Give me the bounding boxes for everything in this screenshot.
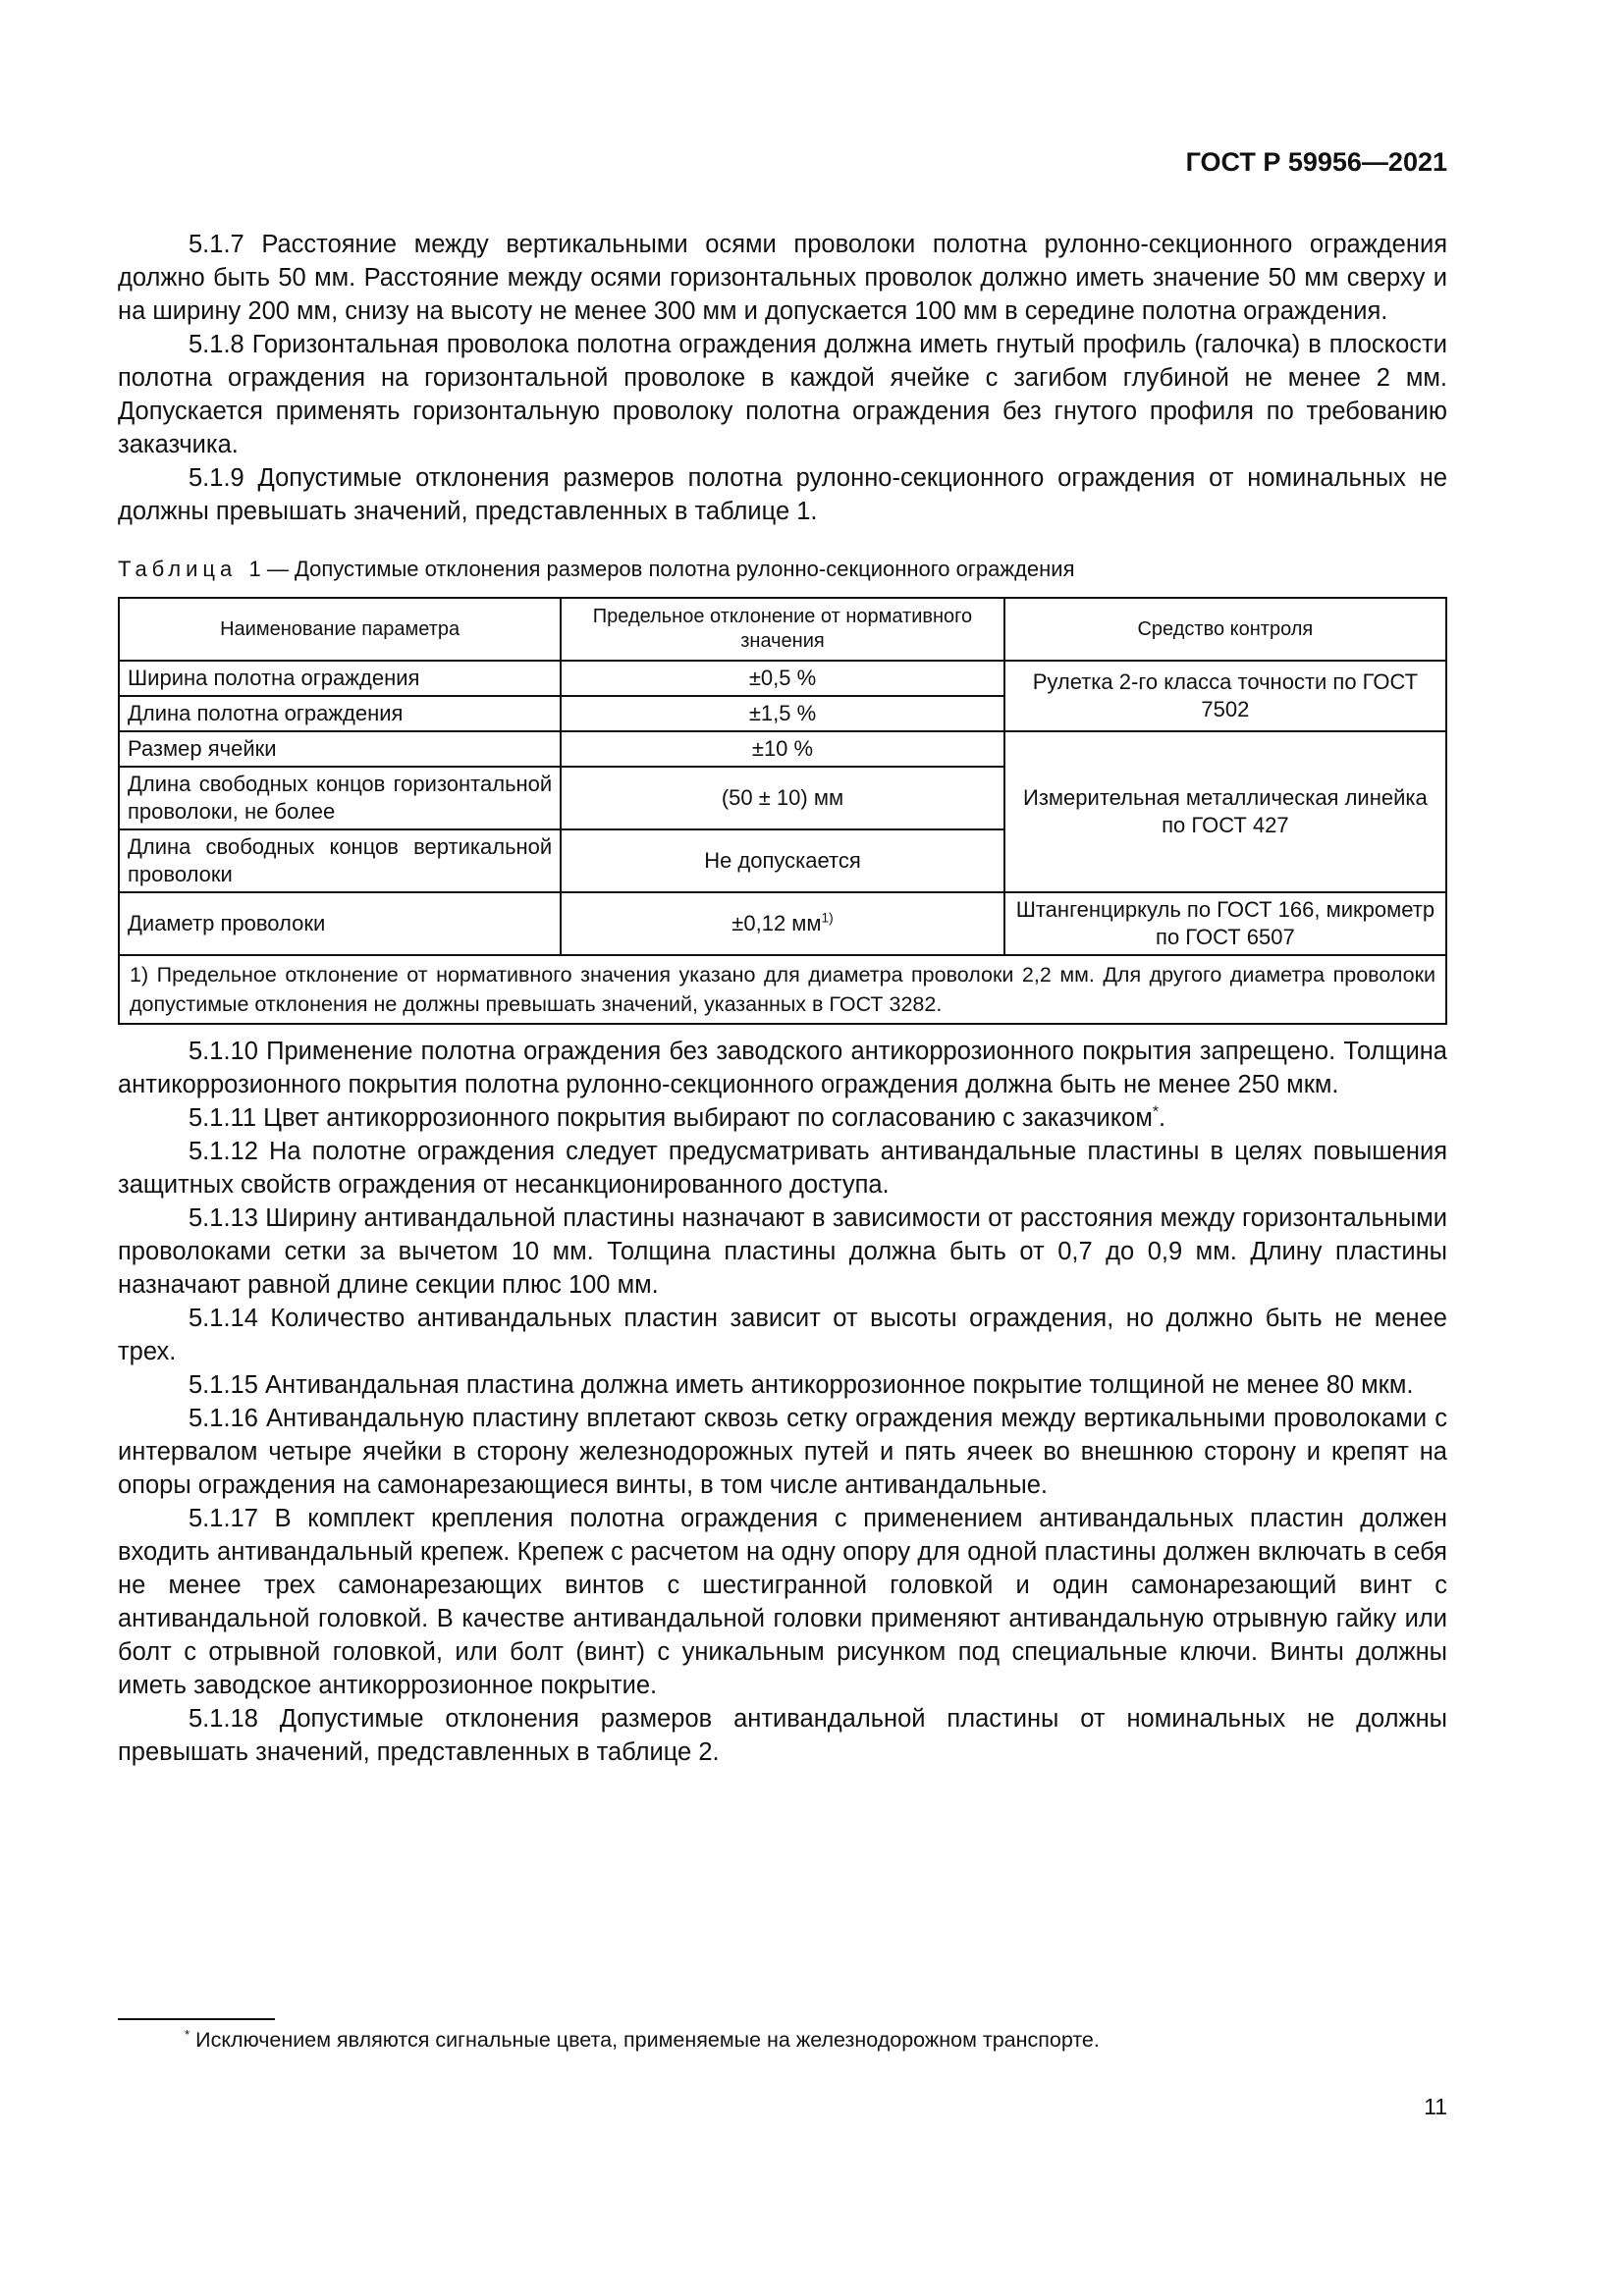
header-control: Средство контроля	[1004, 598, 1446, 661]
control-cell: Рулетка 2-го класса точности по ГОСТ 7502	[1004, 661, 1446, 731]
footnote-ref: 1)	[821, 910, 834, 926]
footnote-separator	[118, 2018, 275, 2020]
param-cell: Длина свободных концов вертикальной проволоки	[119, 829, 561, 892]
page-number: 11	[1424, 2094, 1447, 2119]
table-footnote-row	[119, 955, 1446, 1024]
table-caption-label: Таблица	[118, 557, 238, 581]
footnote-mark: *	[1152, 1103, 1160, 1121]
control-cell: Штангенциркуль по ГОСТ 166, микрометр по ГОСТ 6507	[1004, 892, 1446, 955]
table-header-row	[119, 598, 1446, 661]
paragraph-5-1-8: 5.1.8 Горизонтальная проволока полотна ограждения должна иметь гнутый профиль (галочка) в плоскости полотна ограждения на горизонтальной проволоке в каждой ячейке с загибом глубиной не менее 2 мм. Допускается применять горизонтальную проволоку полотна ограждения без гнутого профиля по требованию заказчика.	[118, 331, 1447, 458]
param-cell: Длина свободных концов горизонтальной проволоки, не более	[119, 767, 561, 829]
tolerance-table	[118, 597, 1447, 1025]
tolerance-cell: ±1,5 %	[561, 696, 1004, 731]
table-row	[119, 661, 1446, 696]
param-cell: Диаметр проволоки	[119, 892, 561, 955]
tolerance-value: ±0,12 мм	[731, 911, 822, 935]
tolerance-cell: Не допускается	[561, 829, 1004, 892]
tolerance-cell: ±10 %	[561, 731, 1004, 767]
page-footnote-text: Исключением являются сигнальные цвета, применяемые на железнодорожном транспорте.	[195, 2028, 1100, 2052]
param-cell: Длина полотна ограждения	[119, 696, 561, 731]
paragraph-5-1-11: 5.1.11 Цвет антикоррозионного покрытия выбирают по согласованию с заказчиком*.	[189, 1103, 1166, 1132]
page-content	[118, 228, 1447, 1769]
page-footnote-mark: *	[185, 2026, 190, 2042]
paragraph-5-1-9: 5.1.9 Допустимые отклонения размеров полотна рулонно-секционного ограждения от номинальных не должны превышать значений, представленных в таблице 1.	[118, 464, 1447, 525]
tolerance-cell: ±0,5 %	[561, 661, 1004, 696]
tolerance-cell	[561, 892, 1004, 955]
paragraph-5-1-16: 5.1.16 Антивандальную пластину вплетают сквозь сетку ограждения между вертикальными проволоками с интервалом четыре ячейки в сторону железнодорожных путей и пять ячеек во внешнюю сторону и крепят на опоры ограждения на самонарезающиеся винты, в том числе антивандальные.	[118, 1405, 1447, 1499]
control-cell: Измерительная металлическая линейка по ГОСТ 427	[1004, 731, 1446, 892]
table-row	[119, 731, 1446, 767]
param-cell: Размер ячейки	[119, 731, 561, 767]
tolerance-cell: (50 ± 10) мм	[561, 767, 1004, 829]
paragraph-5-1-12: 5.1.12 На полотне ограждения следует предусматривать антивандальные пластины в целях повышения защитных свойств ограждения от несанкционированного доступа.	[118, 1138, 1447, 1199]
table-footnote: 1) Предельное отклонение от нормативного значения указано для диаметра проволоки 2,2 мм. Для другого диаметра проволоки допустимые отклонения не должны превышать значений, указанных в ГОСТ 3282.	[119, 955, 1446, 1024]
header-tolerance: Предельное отклонение от нормативного значения	[561, 598, 1004, 661]
header-parameter: Наименование параметра	[119, 598, 561, 661]
paragraph-5-1-10: 5.1.10 Применение полотна ограждения без заводского антикоррозионного покрытия запрещено. Толщина антикоррозионного покрытия полотна рулонно-секционного ограждения должна быть не менее 250 мкм.	[118, 1038, 1447, 1098]
paragraph-5-1-17: 5.1.17 В комплект крепления полотна ограждения с применением антивандальных пластин должен входить антивандальный крепеж. Крепеж с расчетом на одну опору для одной пластины должен включать в себя не менее трех самонарезающих винтов с шестигранной головкой и один самонарезающий винт с антивандальной головкой. В качестве антивандальной головки применяют антивандальную отрывную гайку или болт с отрывной головкой, или болт (винт) с уникальным рисунком под специальные ключи. Винты должны иметь заводское антикоррозионное покрытие.	[118, 1505, 1447, 1699]
paragraph-5-1-14: 5.1.14 Количество антивандальных пластин зависит от высоты ограждения, но должно быть не менее трех.	[118, 1305, 1447, 1365]
param-cell: Ширина полотна ограждения	[119, 661, 561, 696]
paragraph-5-1-13: 5.1.13 Ширину антивандальной пластины назначают в зависимости от расстояния между горизонтальными проволоками сетки за вычетом 10 мм. Толщина пластины должна быть от 0,7 до 0,9 мм. Длину пластины назначают равной длине секции плюс 100 мм.	[118, 1204, 1447, 1299]
paragraph-5-1-18: 5.1.18 Допустимые отклонения размеров антивандальной пластины от номинальных не должны превышать значений, представленных в таблице 2.	[118, 1705, 1447, 1766]
table-caption-text: 1 — Допустимые отклонения размеров полотна рулонно-секционного ограждения	[248, 557, 1075, 581]
page-footnote	[185, 2028, 1100, 2053]
paragraph-5-1-11-text: 5.1.11 Цвет антикоррозионного покрытия выбирают по согласованию с заказчиком	[189, 1104, 1153, 1132]
paragraph-5-1-7: 5.1.7 Расстояние между вертикальными осями проволоки полотна рулонно-секционного ограждения должно быть 50 мм. Расстояние между осями горизонтальных проволок должно иметь значение 50 мм сверху и на ширину 200 мм, снизу на высоту не менее 300 мм и допускается 100 мм в середине полотна ограждения.	[118, 231, 1447, 325]
document-header: ГОСТ Р 59956—2021	[1185, 147, 1447, 177]
table-row	[119, 892, 1446, 955]
paragraph-5-1-15: 5.1.15 Антивандальная пластина должна иметь антикоррозионное покрытие толщиной не менее 80 мкм.	[189, 1371, 1414, 1399]
table-caption	[118, 556, 1447, 583]
